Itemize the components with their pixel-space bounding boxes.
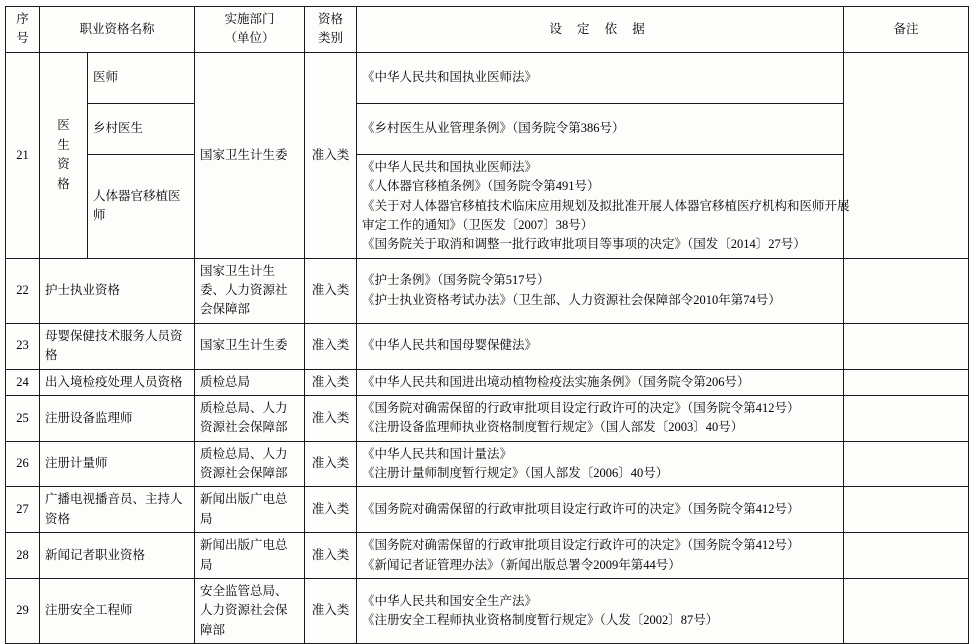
cell-basis-21-2: 《乡村医生从业管理条例》（国务院令第386号） <box>357 103 844 154</box>
cell-dept-29: 安全监管总局、人力资源社会保障部 <box>195 578 305 643</box>
cell-remark-22 <box>844 258 969 323</box>
header-cell-remark: 备注 <box>844 7 969 53</box>
cell-dept-28: 新闻出版广电总局 <box>195 533 305 579</box>
cell-dept-23: 国家卫生计生委 <box>195 323 305 369</box>
cell-remark-25 <box>844 395 969 441</box>
cell-basis-29: 《中华人民共和国安全生产法》 《注册安全工程师执业资格制度暂行规定》（人发〔2002〕87号） <box>357 578 844 643</box>
cell-remark-21 <box>844 52 969 258</box>
cell-basis-21-3: 《中华人民共和国执业医师法》 《人体器官移植条例》（国务院令第491号） 《关于对人体器官移植技术临床应用规划及拟批准开展人体器官移植医疗机构和医师开展 审定工作的通知》（卫医发〔2007〕38号） 《国务院关于取消和调整一批行政审批项目等事项的决定》（国发〔2014〕27号） <box>357 154 844 258</box>
cell-no-21 <box>6 52 40 258</box>
cell-subname-21-1: 医师 <box>88 52 195 103</box>
cell-basis-26: 《中华人民共和国计量法》 《注册计量师制度暂行规定》（国人部发〔2006〕40号） <box>357 441 844 487</box>
table-row <box>6 533 969 579</box>
cell-type-27: 准入类 <box>305 487 357 533</box>
cell-remark-26 <box>844 441 969 487</box>
cell-remark-29 <box>844 578 969 643</box>
cell-basis-28: 《国务院对确需保留的行政审批项目设定行政许可的决定》（国务院令第412号） 《新闻记者证管理办法》（新闻出版总署令2009年第44号） <box>357 533 844 579</box>
header-cell-dept <box>195 7 305 53</box>
cell-remark-24 <box>844 369 969 395</box>
cell-group-label-21: 医 生 资 格 <box>40 52 88 258</box>
cell-name-24: 出入境检疫处理人员资格 <box>40 369 195 395</box>
header-dept-line1: 实施部门 <box>224 12 275 26</box>
table-row <box>6 323 969 369</box>
cell-dept-22: 国家卫生计生委、人力资源社会保障部 <box>195 258 305 323</box>
cell-remark-23 <box>844 323 969 369</box>
cell-name-26: 注册计量师 <box>40 441 195 487</box>
cell-type-28: 准入类 <box>305 533 357 579</box>
cell-remark-28 <box>844 533 969 579</box>
cell-name-28: 新闻记者职业资格 <box>40 533 195 579</box>
cell-no-24: 24 <box>6 369 40 395</box>
table-body <box>6 52 969 643</box>
header-type-line1: 资格 <box>318 12 344 26</box>
cell-basis-22: 《护士条例》（国务院令第517号） 《护士执业资格考试办法》（卫生部、人力资源社会保障部令2010年第74号） <box>357 258 844 323</box>
cell-type-21: 准入类 <box>305 52 357 258</box>
cell-name-23: 母婴保健技术服务人员资格 <box>40 323 195 369</box>
cell-dept-25: 质检总局、人力资源社会保障部 <box>195 395 305 441</box>
header-type-line2: 类别 <box>318 31 344 46</box>
cell-subname-21-2: 乡村医生 <box>88 103 195 154</box>
cell-name-27: 广播电视播音员、主持人资格 <box>40 487 195 533</box>
cell-no-27: 27 <box>6 487 40 533</box>
header-cell-type <box>305 7 357 53</box>
cell-remark-27 <box>844 487 969 533</box>
cell-no-25: 25 <box>6 395 40 441</box>
cell-no-22: 22 <box>6 258 40 323</box>
cell-basis-23: 《中华人民共和国母婴保健法》 <box>357 323 844 369</box>
table-row <box>6 154 969 258</box>
row-number-21: 21 <box>16 147 29 162</box>
cell-type-26: 准入类 <box>305 441 357 487</box>
table-row <box>6 441 969 487</box>
cell-basis-21-1: 《中华人民共和国执业医师法》 <box>357 52 844 103</box>
table-row <box>6 487 969 533</box>
table-row <box>6 578 969 643</box>
table-row <box>6 103 969 154</box>
cell-basis-27: 《国务院对确需保留的行政审批项目设定行政许可的决定》（国务院令第412号） <box>357 487 844 533</box>
header-dept-line2: （单位） <box>224 31 275 46</box>
header-cell-name: 职业资格名称 <box>40 7 195 53</box>
cell-type-25: 准入类 <box>305 395 357 441</box>
cell-type-23: 准入类 <box>305 323 357 369</box>
cell-basis-24: 《中华人民共和国进出境动植物检疫法实施条例》（国务院令第206号） <box>357 369 844 395</box>
table-row <box>6 369 969 395</box>
cell-dept-24: 质检总局 <box>195 369 305 395</box>
cell-no-26: 26 <box>6 441 40 487</box>
cell-name-29: 注册安全工程师 <box>40 578 195 643</box>
cell-dept-21: 国家卫生计生委 <box>195 52 305 258</box>
cell-no-29: 29 <box>6 578 40 643</box>
table-row <box>6 52 969 103</box>
cell-dept-27: 新闻出版广电总局 <box>195 487 305 533</box>
header-cell-no: 序号 <box>6 7 40 53</box>
header-cell-basis: 设 定 依 据 <box>357 7 844 53</box>
table-row <box>6 258 969 323</box>
qualification-table <box>5 6 969 644</box>
header-row <box>6 7 969 53</box>
cell-subname-21-3: 人体器官移植医师 <box>88 154 195 258</box>
cell-type-22: 准入类 <box>305 258 357 323</box>
cell-no-23: 23 <box>6 323 40 369</box>
cell-type-24: 准入类 <box>305 369 357 395</box>
cell-dept-26: 质检总局、人力资源社会保障部 <box>195 441 305 487</box>
cell-name-22: 护士执业资格 <box>40 258 195 323</box>
cell-name-25: 注册设备监理师 <box>40 395 195 441</box>
table-header <box>6 7 969 53</box>
table-row <box>6 395 969 441</box>
cell-basis-25: 《国务院对确需保留的行政审批项目设定行政许可的决定》（国务院令第412号） 《注册设备监理师执业资格制度暂行规定》（国人部发〔2003〕40号） <box>357 395 844 441</box>
cell-type-29: 准入类 <box>305 578 357 643</box>
cell-no-28: 28 <box>6 533 40 579</box>
